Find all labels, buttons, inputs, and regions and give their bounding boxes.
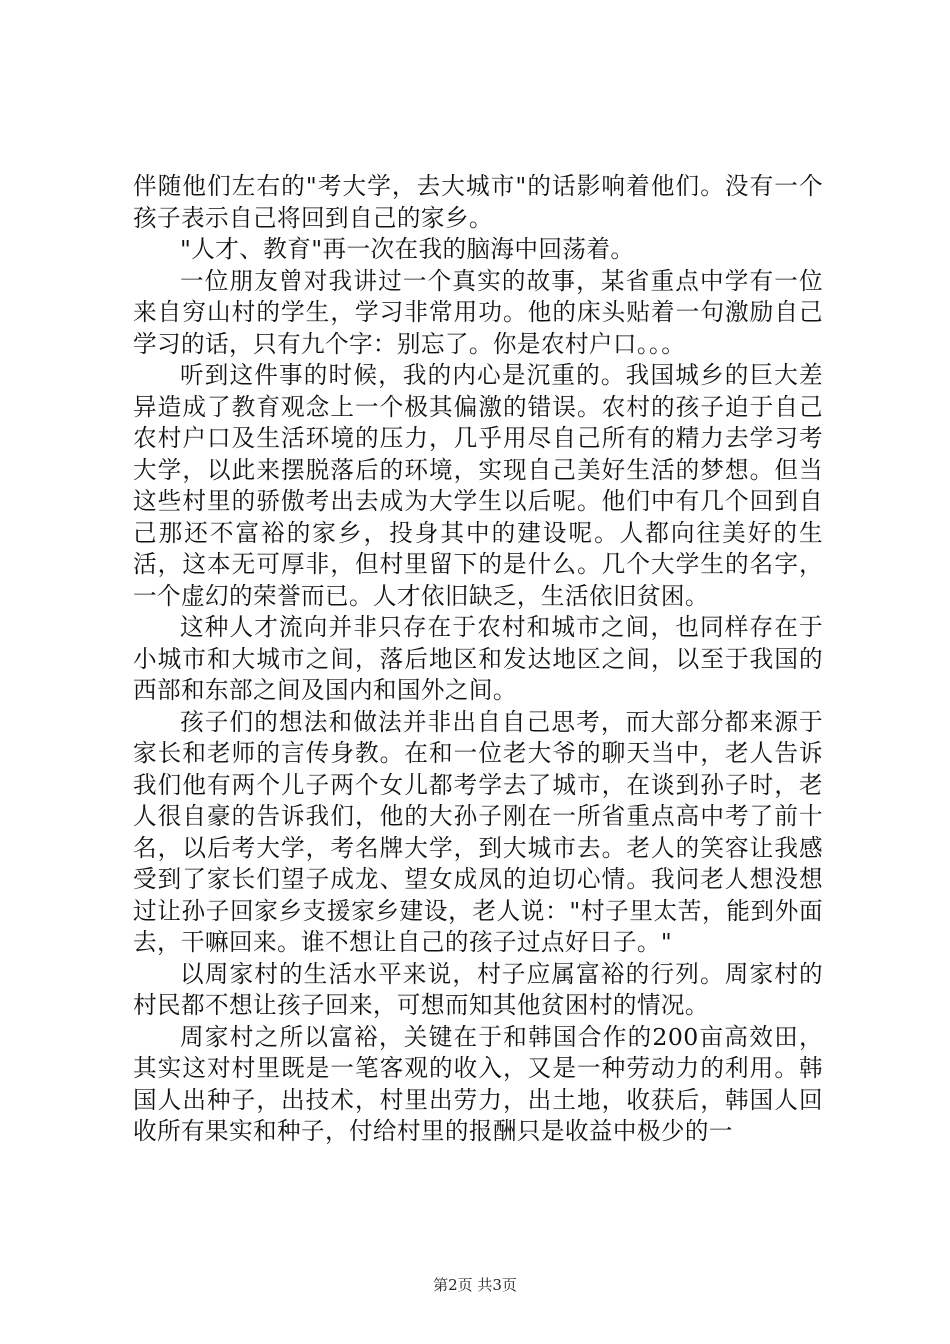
- paragraph: 听到这件事的时候，我的内心是沉重的。我国城乡的巨大差异造成了教育观念上一个极其偏激的错误。农村的孩子迫于自己农村户口及生活环境的压力，几乎用尽自己所有的精力去学习考大学，以此来摆脱落后的环境，实现自己美好生活的梦想。但当这些村里的骄傲考出去成为大学生以后呢。他们中有几个回到自己那还不富裕的家乡，投身其中的建设呢。人都向往美好的生活，这本无可厚非，但村里留下的是什么。几个大学生的名字，一个虚幻的荣誉而已。人才依旧缺乏，生活依旧贫困。: [133, 361, 823, 610]
- page-number-footer: 第2页 共3页: [433, 1276, 517, 1294]
- paragraph: "人才、教育"再一次在我的脑海中回荡着。: [180, 235, 635, 263]
- paragraph: 以周家村的生活水平来说，村子应属富裕的行列。周家村的村民都不想让孩子回来，可想而知其他贫困村的情况。: [133, 959, 823, 1019]
- paragraph-continuation: 伴随他们左右的"考大学，去大城市"的话影响着他们。没有一个孩子表示自己将回到自己的家乡。: [133, 172, 823, 232]
- paragraph: 这种人才流向并非只存在于农村和城市之间，也同样存在于小城市和大城市之间，落后地区和发达地区之间，以至于我国的西部和东部之间及国内和国外之间。: [133, 613, 823, 704]
- paragraph: 孩子们的想法和做法并非出自自己思考，而大部分都来源于家长和老师的言传身教。在和一位老大爷的聊天当中，老人告诉我们他有两个儿子两个女儿都考学去了城市，在谈到孙子时，老人很自豪的告诉我们，他的大孙子刚在一所省重点高中考了前十名，以后考大学，考名牌大学，到大城市去。老人的笑容让我感受到了家长们望子成龙、望女成凤的迫切心情。我问老人想没想过让孙子回家乡支援家乡建设，老人说："村子里太苦，能到外面去，干嘛回来。谁不想让自己的孩子过点好日子。": [133, 707, 823, 956]
- paragraph: 一位朋友曾对我讲过一个真实的故事，某省重点中学有一位来自穷山村的学生，学习非常用功。他的床头贴着一句激励自己学习的话，只有九个字：别忘了。你是农村户口。。。: [133, 266, 823, 358]
- paragraph: 周家村之所以富裕，关键在于和韩国合作的200亩高效田，其实这对村里既是一笔客观的收入，又是一种劳动力的利用。韩国人出种子，出技术，村里出劳力，出土地，收获后，韩国人回收所有果实和种子，付给村里的报酬只是收益中极少的一: [133, 1022, 823, 1145]
- document-body: [133, 171, 823, 1148]
